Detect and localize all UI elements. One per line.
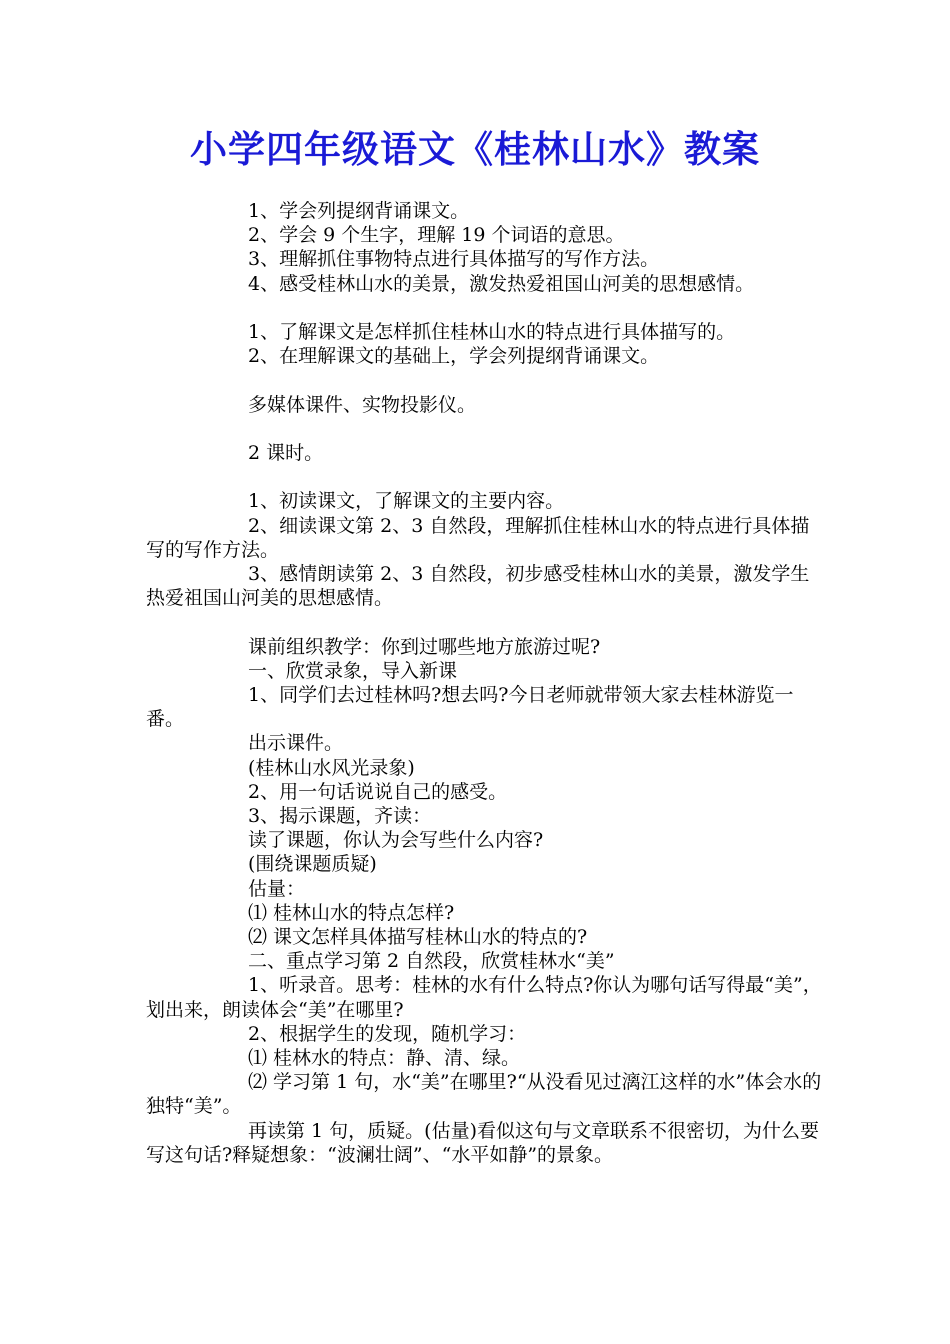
paragraph: 一、欣赏录象，导入新课 [248,659,458,682]
paragraph: 2、学会 9 个生字，理解 19 个词语的意思。 [248,224,625,247]
paragraph: 读了课题，你认为会写些什么内容? [248,829,544,852]
paragraph: 估量： [248,877,306,900]
paragraph: ⑴ 桂林山水的特点怎样? [248,901,455,924]
paragraph: 再读第 1 句，质疑。(估量)看似这句与文章联系不很密切，为什么要写这句话?释疑想象：“波澜壮阔”、“水平如静”的景象。 [146,1119,819,1166]
paragraph: 1、初读课文，了解课文的主要内容。 [248,490,565,513]
paragraph: (桂林山水风光录象) [248,756,415,779]
paragraph: 2、在理解课文的基础上，学会列提纲背诵课文。 [248,345,660,368]
paragraph: 1、了解课文是怎样抓住桂林山水的特点进行具体描写的。 [248,321,736,343]
paragraph: 2、根据学生的发现，随机学习： [248,1022,527,1045]
paragraph: 2、用一句话说说自己的感受。 [248,780,508,803]
paragraph: 3、理解抓住事物特点进行具体描写的写作方法。 [248,248,660,271]
paragraph: 3、揭示课题，齐读： [248,805,432,827]
paragraph: 4、感受桂林山水的美景，激发热爱祖国山河美的思想感情。 [248,272,755,295]
paragraph: 出示课件。 [248,732,344,755]
paragraph: (围绕课题质疑) [248,853,377,876]
paragraph: 2 课时。 [248,441,324,464]
paragraph: ⑵ 学习第 1 句，水“美”在哪里?“从没看见过漓江这样的水”体会水的独特“美”。 [146,1071,822,1118]
paragraph: 1、同学们去过桂林吗?想去吗?今日老师就带领大家去桂林游览一番。 [146,683,794,731]
document-title: 小学四年级语文《桂林山水》教案 [190,128,760,171]
paragraph: 2、细读课文第 2、3 自然段，理解抓住桂林山水的特点进行具体描写的写作方法。 [146,514,810,561]
paragraph: 二、重点学习第 2 自然段，欣赏桂林水“美” [248,950,615,973]
document-body [146,199,826,1167]
paragraph: 3、感情朗读第 2、3 自然段，初步感受桂林山水的美景，激发学生热爱祖国山河美的思想感情。 [146,562,810,610]
paragraph: 课前组织教学：你到过哪些地方旅游过呢? [248,635,601,658]
paragraph: ⑵ 课文怎样具体描写桂林山水的特点的? [248,926,588,949]
paragraph: 1、听录音。思考：桂林的水有什么特点?你认为哪句话写得最“美”，划出来，朗读体会“美”在哪里? [146,974,822,1021]
paragraph: ⑴ 桂林水的特点：静、清、绿。 [248,1047,521,1070]
paragraph: 多媒体课件、实物投影仪。 [248,393,477,416]
paragraph: 1、学会列提纲背诵课文。 [248,200,470,222]
